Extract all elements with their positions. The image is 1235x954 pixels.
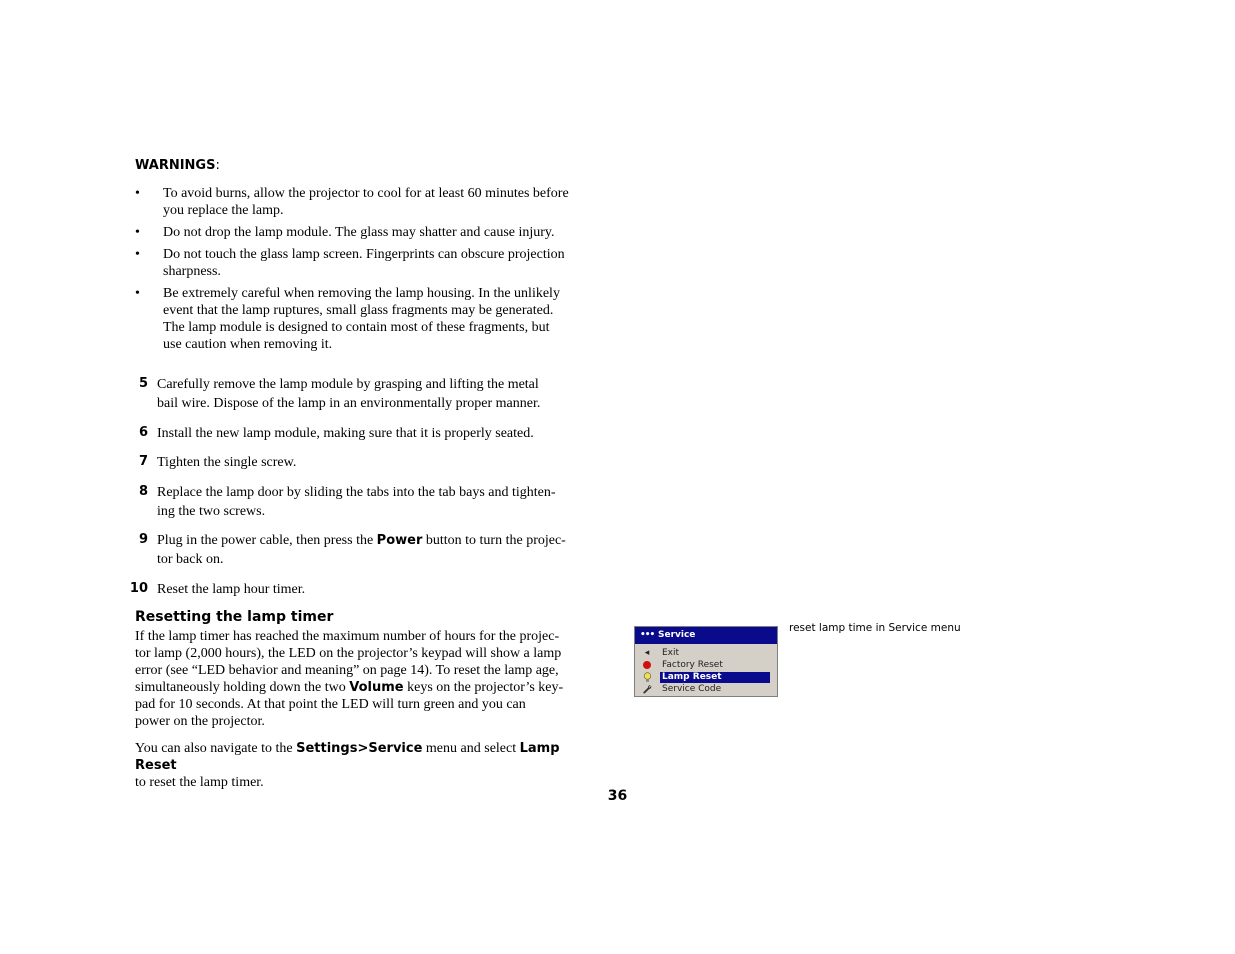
paragraph-line: power on the projector.: [135, 714, 265, 729]
paragraph-line: error (see “LED behavior and meaning” on page 14). To reset the lamp age,: [135, 663, 559, 678]
menu-item-factory-reset[interactable]: [635, 660, 777, 671]
menu-dots-icon: •••: [640, 630, 655, 640]
step-number: 5: [138, 376, 148, 391]
step-text: Tighten the single screw.: [157, 455, 297, 470]
step-text: Install the new lamp module, making sure that it is properly seated.: [157, 426, 534, 441]
menu-item-label: Lamp Reset: [660, 672, 770, 683]
volume-keyword: Volume: [349, 680, 404, 695]
menu-item-label: Exit: [662, 648, 680, 658]
power-keyword: Power: [376, 533, 423, 548]
bullet-glyph: •: [135, 186, 140, 201]
bullet-glyph: •: [135, 225, 140, 240]
step-number: 8: [138, 484, 148, 499]
warning-line: event that the lamp ruptures, small glass fragments may be generated.: [163, 303, 554, 318]
step-text: [157, 531, 603, 550]
paragraph-lamp-timer: [135, 628, 605, 730]
service-menu-titlebar: [635, 627, 777, 644]
step-number: 7: [138, 454, 148, 469]
paragraph-text: keys on the projector’s key-: [403, 680, 564, 695]
paragraph-navigate: [135, 740, 605, 791]
red-circle-icon: [642, 660, 652, 671]
menu-item-label: Service Code: [662, 684, 722, 694]
warnings-heading: [135, 158, 220, 173]
section-title: Resetting the lamp timer: [135, 609, 334, 625]
warning-line: Do not touch the glass lamp screen. Fingerprints can obscure projection: [163, 247, 565, 262]
warning-line: To avoid burns, allow the projector to cool for at least 60 minutes before: [163, 186, 569, 201]
warnings-colon: :: [215, 158, 220, 173]
paragraph-text: menu and select: [422, 741, 520, 756]
step-text: Reset the lamp hour timer.: [157, 582, 306, 597]
lamp-bulb-icon: [642, 672, 652, 683]
service-menu-title: Service: [658, 630, 696, 640]
warning-line: Be extremely careful when removing the lamp housing. In the unlikely: [163, 286, 560, 301]
wrench-icon: [642, 684, 652, 695]
step-text: bail wire. Dispose of the lamp in an environmentally proper manner.: [157, 396, 541, 411]
paragraph-text: simultaneously holding down the two: [135, 680, 350, 695]
menu-item-service-code[interactable]: [635, 684, 777, 695]
paragraph-line: tor lamp (2,000 hours), the LED on the projector’s keypad will show a lamp: [135, 646, 562, 661]
paragraph-line: [135, 740, 605, 774]
service-menu-figure: [634, 626, 778, 697]
step-text: ing the two screws.: [157, 504, 266, 519]
bullet-glyph: •: [135, 286, 140, 301]
paragraph-line: [135, 679, 605, 696]
step-number: 10: [129, 581, 148, 596]
step-text: Carefully remove the lamp module by grasping and lifting the metal: [157, 377, 539, 392]
paragraph-text: You can also navigate to the: [135, 741, 297, 756]
menu-item-exit[interactable]: [635, 648, 777, 659]
step-number: 9: [138, 532, 148, 547]
page-number: 36: [607, 788, 628, 804]
menu-item-lamp-reset[interactable]: [635, 672, 777, 683]
back-arrow-icon: ◂: [644, 648, 650, 658]
step-text-part: button to turn the projec-: [422, 533, 566, 548]
menu-item-label: Factory Reset: [662, 660, 723, 670]
paragraph-line: pad for 10 seconds. At that point the LED will turn green and you can: [135, 697, 526, 712]
settings-service-keyword: Settings>Service: [296, 741, 423, 756]
step-text: tor back on.: [157, 552, 224, 567]
paragraph-line: If the lamp timer has reached the maximum number of hours for the projec-: [135, 629, 560, 644]
figure-caption: reset lamp time in Service menu: [789, 622, 961, 634]
lamp-reset-keyword: Lamp Reset: [135, 741, 560, 773]
warning-line: The lamp module is designed to contain most of these fragments, but: [163, 320, 550, 335]
step-number: 6: [138, 425, 148, 440]
warnings-label: WARNINGS: [135, 158, 216, 173]
warning-line: use caution when removing it.: [163, 337, 333, 352]
warning-line: sharpness.: [163, 264, 221, 279]
warning-line: Do not drop the lamp module. The glass may shatter and cause injury.: [163, 225, 555, 240]
step-text-part: Plug in the power cable, then press the: [157, 533, 377, 548]
bullet-glyph: •: [135, 247, 140, 262]
paragraph-line: to reset the lamp timer.: [135, 775, 264, 790]
step-text: Replace the lamp door by sliding the tabs into the tab bays and tighten-: [157, 485, 556, 500]
warning-line: you replace the lamp.: [163, 203, 284, 218]
